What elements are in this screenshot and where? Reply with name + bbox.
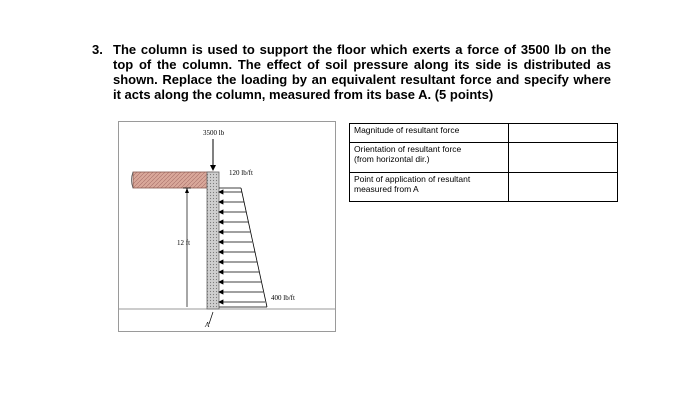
column-diagram bbox=[119, 122, 335, 331]
floor-beam bbox=[133, 172, 213, 188]
height-label: 12 ft bbox=[177, 239, 191, 247]
soil-pressure-arrows bbox=[219, 190, 265, 304]
answer-cell[interactable] bbox=[509, 124, 618, 143]
answer-cell[interactable] bbox=[509, 143, 618, 173]
answer-cell[interactable] bbox=[509, 173, 618, 202]
row-label-line: (from horizontal dir.) bbox=[354, 153, 430, 164]
answer-table bbox=[349, 123, 618, 202]
bottom-load-label: 400 lb/ft bbox=[271, 294, 295, 302]
load-slope-line bbox=[241, 188, 267, 307]
problem-statement: The column is used to support the floor which exerts a force of 3500 lb on the top of the column. The effect of soil pressure along its side is distributed as shown. Replace the loading by an equivalent resultant force and specify where it acts along the column, measured from its base A. (5 points) bbox=[113, 42, 611, 102]
column bbox=[207, 172, 219, 309]
row-label: Magnitude of resultant force bbox=[350, 124, 509, 143]
base-label: A bbox=[205, 321, 210, 329]
row-label bbox=[350, 173, 509, 202]
column-figure bbox=[118, 121, 336, 332]
row-label bbox=[350, 143, 509, 173]
table-row bbox=[350, 124, 618, 143]
top-load-label: 120 lb/ft bbox=[229, 169, 253, 177]
row-label-line: Orientation of resultant force bbox=[354, 144, 462, 154]
table-row bbox=[350, 173, 618, 202]
force-label: 3500 lb bbox=[203, 129, 225, 137]
row-label-line: Point of application of resultant bbox=[354, 174, 471, 184]
problem-number: 3. bbox=[92, 42, 103, 57]
table-row bbox=[350, 143, 618, 173]
row-label-line: measured from A bbox=[354, 183, 419, 194]
